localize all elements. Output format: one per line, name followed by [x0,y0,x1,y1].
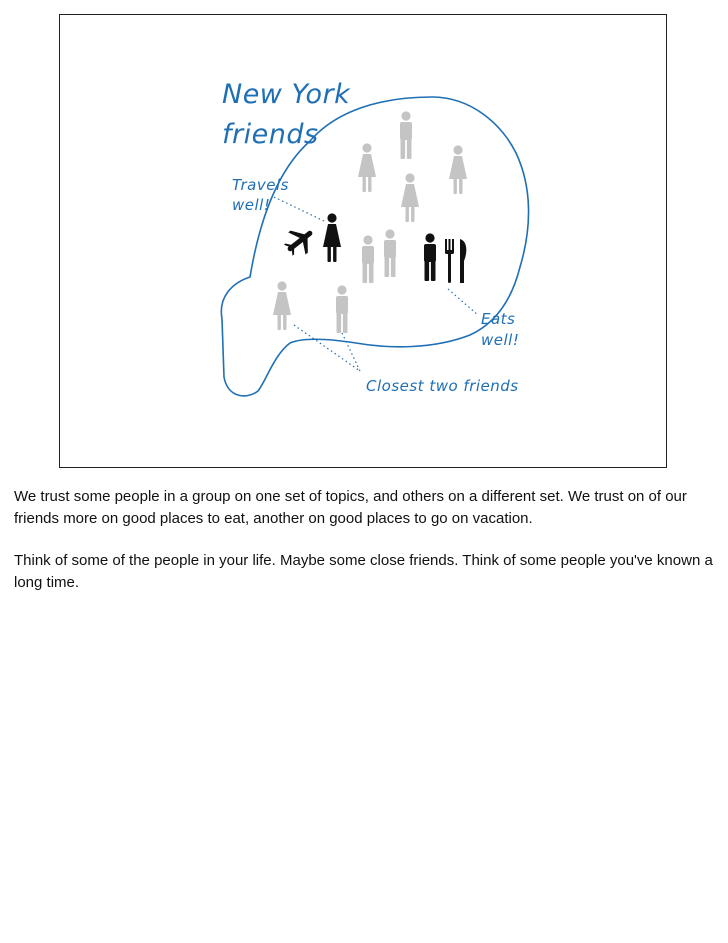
eats-label-line2: well! [481,331,520,349]
travels-label-line2: well! [232,196,271,214]
person-icon [424,233,436,281]
person-icon [362,235,374,283]
person-icon [449,145,467,194]
person-icon [384,229,396,277]
person-icon [323,213,341,262]
friends-diagram [60,15,666,467]
person-icon [401,173,419,222]
slide-frame [59,14,667,468]
eats-label-line1: Eats [481,310,516,328]
travels-label-line1: Travels [232,176,289,194]
closest-connector-2 [342,333,360,371]
knife-icon [460,239,466,283]
notes-paragraph: We trust some people in a group on one set of topics, and others on a different set. We trust on of our friends more on good places to eat, another on good places to go on vacation. [14,488,687,527]
slide-title-line1: New York [222,79,351,110]
slide-title-line2: friends [222,119,319,150]
person-icon [400,111,412,159]
person-icon [358,143,376,192]
closest-connector-1 [294,325,360,371]
speaker-notes [14,486,714,614]
notes-paragraph: Think of some of the people in your life. Maybe some close friends. Think of some people you've known a long time. [14,552,713,591]
person-icon [273,281,291,330]
eats-connector [448,289,478,315]
airplane-icon [280,221,321,262]
travels-connector [274,197,324,221]
closest-friends-label: Closest two friends [366,377,519,395]
person-icon [336,285,348,333]
fork-icon [445,239,454,283]
